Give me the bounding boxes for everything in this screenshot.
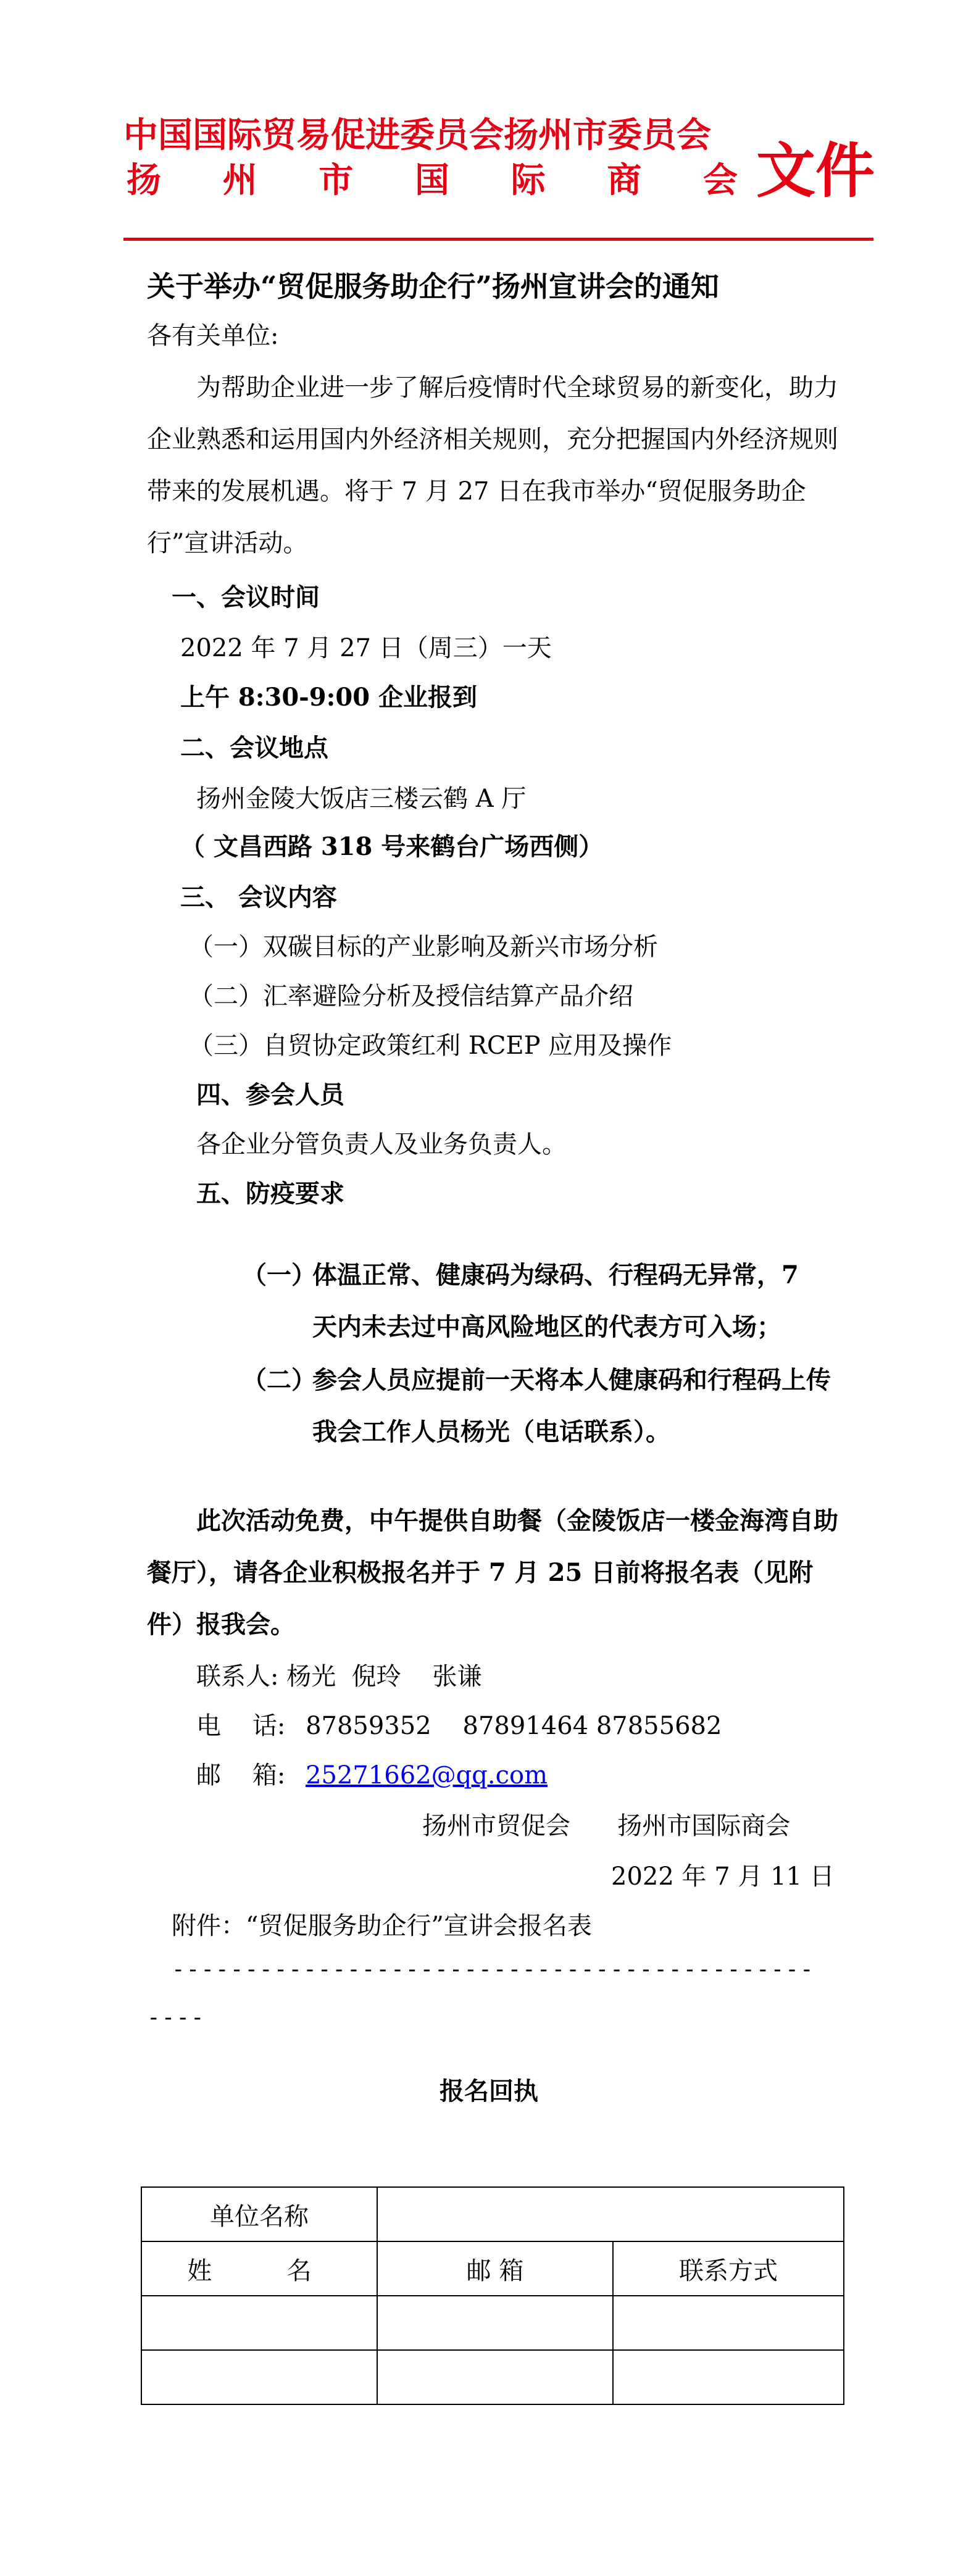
- header-char: 商: [607, 160, 642, 201]
- header-char: 扬: [127, 160, 161, 201]
- unit-name-label: 单位名称: [141, 2187, 377, 2241]
- contact-phones-label: 电 话:: [196, 1712, 286, 1740]
- table-row: [141, 2296, 844, 2350]
- intro-paragraph: 为帮助企业进一步了解后疫情时代全球贸易的新变化，助力企业熟悉和运用国内外经济相关规则，充分把握国内外经济规则带来的发展机遇。将于 7 月 27 日在我市举办“贸促服务助企行”宣讲活动。: [147, 373, 838, 557]
- content-item: （三）自贸协定政策红利 RCEP 应用及操作: [189, 1032, 672, 1060]
- meeting-address: （ 文昌西路 318 号来鹤台广场西侧）: [180, 832, 604, 861]
- header-line-2: [127, 159, 738, 202]
- email-cell[interactable]: [377, 2296, 613, 2350]
- contact-persons-label: 联系人:: [196, 1662, 279, 1691]
- header-char: 州: [222, 160, 257, 201]
- section-2-heading: 二、会议地点: [180, 733, 328, 762]
- epidemic-item-2-label: （二）: [242, 1365, 316, 1394]
- table-row: [141, 2187, 844, 2241]
- epidemic-item-2: 参会人员应提前一天将本人健康码和行程码上传我会工作人员杨光（电话联系）。: [312, 1365, 831, 1446]
- contact-cell[interactable]: [613, 2296, 844, 2350]
- header-char: 际: [510, 160, 546, 201]
- table-row: [141, 2350, 844, 2404]
- name-cell[interactable]: [141, 2296, 377, 2350]
- content-item: （一）双碳目标的产业影响及新兴市场分析: [189, 933, 658, 961]
- signature-orgs: 扬州市贸促会 扬州市国际商会: [422, 1812, 791, 1840]
- attachment-note: 附件：“贸促服务助企行”宣讲会报名表: [172, 1912, 592, 1940]
- header-char: 会: [702, 160, 738, 201]
- closing-paragraph: 此次活动免费，中午提供自助餐（金陵饭店一楼金海湾自助餐厅），请各企业积极报名并于 7 月 25 日前将报名表（见附件）报我会。: [147, 1506, 838, 1639]
- name-cell[interactable]: [141, 2350, 377, 2404]
- header-char: 市: [319, 160, 354, 201]
- salutation: 各有关单位:: [147, 322, 279, 350]
- email-link[interactable]: 25271662@qq.com: [306, 1761, 548, 1790]
- header-divider: [123, 238, 873, 241]
- header-wenjian: 文件: [756, 136, 875, 206]
- epidemic-item-1-label: （一）: [242, 1261, 316, 1290]
- col-name-header: 姓 名: [141, 2241, 377, 2296]
- contact-email-label: 邮 箱:: [196, 1761, 286, 1790]
- header-char: 国: [414, 160, 449, 201]
- attendees-text: 各企业分管负责人及业务负责人。: [196, 1130, 567, 1159]
- form-title: 报名回执: [440, 2077, 538, 2106]
- section-3-heading: 三、 会议内容: [180, 883, 337, 912]
- contact-phones: [196, 1704, 722, 1748]
- registration-table: [141, 2186, 844, 2405]
- notice-title: 关于举办“贸促服务助企行”扬州宣讲会的通知: [147, 270, 719, 303]
- signature-date: 2022 年 7 月 11 日: [611, 1862, 835, 1891]
- col-email-header: 邮 箱: [377, 2241, 613, 2296]
- contact-persons: [196, 1654, 482, 1699]
- section-5-heading: 五、防疫要求: [196, 1179, 344, 1208]
- meeting-place: 扬州金陵大饭店三楼云鹤 A 厅: [196, 785, 527, 813]
- epidemic-item-1: 体温正常、健康码为绿码、行程码无异常，7 天内未去过中高风险地区的代表方可入场；: [312, 1261, 799, 1341]
- contact-persons-value: 杨光 倪玲 张谦: [286, 1662, 482, 1691]
- cut-line: --------------------------------------------: [172, 1957, 815, 1982]
- contact-phones-value: 87859352 87891464 87855682: [306, 1712, 722, 1740]
- contact-email: [196, 1753, 548, 1798]
- cut-line-end: ----: [147, 2005, 206, 2030]
- header-line-1: 中国国际贸易促进委员会扬州市委员会: [123, 115, 711, 156]
- table-row: [141, 2241, 844, 2296]
- meeting-date: 2022 年 7 月 27 日（周三）一天: [180, 634, 552, 662]
- contact-cell[interactable]: [613, 2350, 844, 2404]
- content-item: （二）汇率避险分析及授信结算产品介绍: [189, 982, 633, 1011]
- unit-name-cell[interactable]: [377, 2187, 844, 2241]
- col-contact-header: 联系方式: [613, 2241, 844, 2296]
- email-cell[interactable]: [377, 2350, 613, 2404]
- checkin-time: 上午 8:30-9:00 企业报到: [180, 683, 477, 712]
- section-1-heading: 一、会议时间: [172, 583, 320, 612]
- section-4-heading: 四、参会人员: [196, 1080, 344, 1109]
